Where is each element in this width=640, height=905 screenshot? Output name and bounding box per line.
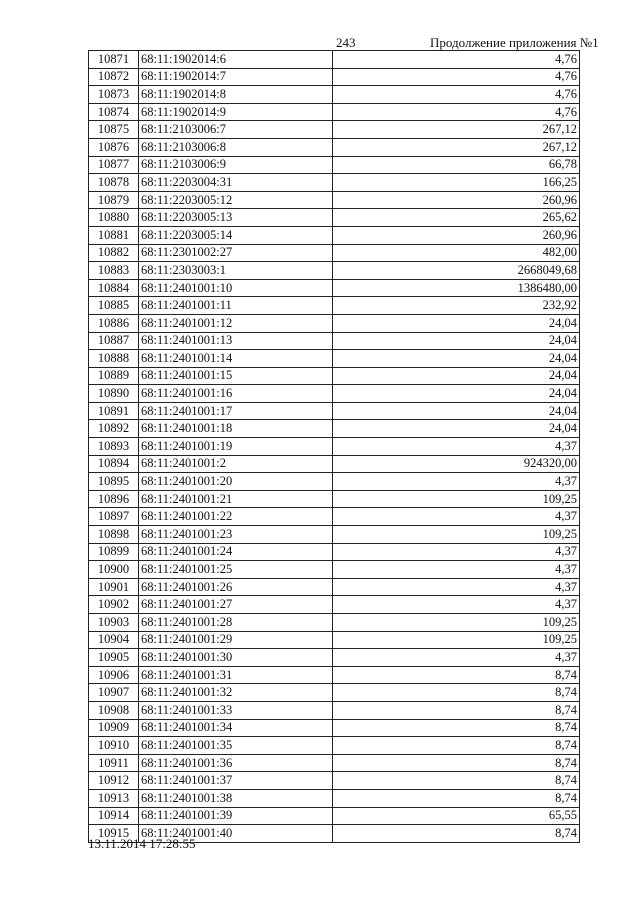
row-number: 10882 [89, 244, 139, 262]
table-row [89, 543, 580, 561]
cadastral-number: 68:11:2401001:11 [139, 297, 333, 315]
row-number: 10911 [89, 754, 139, 772]
row-number: 10878 [89, 174, 139, 192]
table-row [89, 402, 580, 420]
table-row [89, 86, 580, 104]
row-number: 10901 [89, 578, 139, 596]
row-value: 65,55 [333, 807, 580, 825]
row-value: 260,96 [333, 226, 580, 244]
row-value: 4,76 [333, 86, 580, 104]
row-value: 4,76 [333, 51, 580, 69]
row-number: 10909 [89, 719, 139, 737]
table-row [89, 596, 580, 614]
table-row [89, 438, 580, 456]
page-number: 243 [336, 35, 356, 50]
row-number: 10885 [89, 297, 139, 315]
print-timestamp: 13.11.2014 17:28:55 [88, 836, 196, 851]
row-number: 10900 [89, 561, 139, 579]
row-number: 10915 [89, 825, 139, 843]
table-row [89, 191, 580, 209]
table-row [89, 244, 580, 262]
row-number: 10884 [89, 279, 139, 297]
cadastral-number: 68:11:2401001:15 [139, 367, 333, 385]
table-row [89, 614, 580, 632]
cadastral-number: 68:11:2401001:14 [139, 350, 333, 368]
cadastral-number: 68:11:2103006:7 [139, 121, 333, 139]
row-value: 4,37 [333, 543, 580, 561]
table-row [89, 314, 580, 332]
cadastral-number: 68:11:2203005:12 [139, 191, 333, 209]
row-value: 4,37 [333, 561, 580, 579]
row-value: 267,12 [333, 138, 580, 156]
table-row [89, 666, 580, 684]
cadastral-number: 68:11:2401001:32 [139, 684, 333, 702]
row-value: 4,76 [333, 103, 580, 121]
row-number: 10871 [89, 51, 139, 69]
row-number: 10907 [89, 684, 139, 702]
row-value: 924320,00 [333, 455, 580, 473]
row-value: 8,74 [333, 789, 580, 807]
row-value: 232,92 [333, 297, 580, 315]
cadastral-number: 68:11:1902014:9 [139, 103, 333, 121]
appendix-caption: Продолжение приложения №1 [430, 35, 599, 50]
cadastral-number: 68:11:2401001:22 [139, 508, 333, 526]
table-row [89, 138, 580, 156]
row-number: 10893 [89, 438, 139, 456]
row-value: 24,04 [333, 402, 580, 420]
row-number: 10877 [89, 156, 139, 174]
table-row [89, 68, 580, 86]
row-value: 8,74 [333, 666, 580, 684]
table-row [89, 279, 580, 297]
row-value: 267,12 [333, 121, 580, 139]
row-value: 8,74 [333, 684, 580, 702]
table-row [89, 262, 580, 280]
table-row [89, 332, 580, 350]
table-row [89, 209, 580, 227]
cadastral-number: 68:11:2401001:16 [139, 385, 333, 403]
row-number: 10881 [89, 226, 139, 244]
table-row [89, 297, 580, 315]
row-value: 24,04 [333, 350, 580, 368]
cadastral-number: 68:11:1902014:6 [139, 51, 333, 69]
row-number: 10912 [89, 772, 139, 790]
row-value: 260,96 [333, 191, 580, 209]
table-row [89, 385, 580, 403]
row-value: 4,37 [333, 508, 580, 526]
row-number: 10908 [89, 701, 139, 719]
cadastral-number: 68:11:2401001:12 [139, 314, 333, 332]
table-row [89, 561, 580, 579]
table-row [89, 631, 580, 649]
row-value: 8,74 [333, 737, 580, 755]
row-value: 265,62 [333, 209, 580, 227]
row-value: 8,74 [333, 825, 580, 843]
cadastral-number: 68:11:2401001:31 [139, 666, 333, 684]
row-value: 482,00 [333, 244, 580, 262]
table-row [89, 807, 580, 825]
row-value: 2668049,68 [333, 262, 580, 280]
table-row [89, 350, 580, 368]
cadastral-number: 68:11:2401001:26 [139, 578, 333, 596]
table-row [89, 772, 580, 790]
table-row [89, 226, 580, 244]
table-row [89, 508, 580, 526]
cadastral-number: 68:11:2401001:39 [139, 807, 333, 825]
table-row [89, 490, 580, 508]
registry-table-body [89, 51, 580, 843]
cadastral-number: 68:11:2301002:27 [139, 244, 333, 262]
cadastral-number: 68:11:2401001:29 [139, 631, 333, 649]
cadastral-number: 68:11:2401001:30 [139, 649, 333, 667]
cadastral-number: 68:11:2401001:24 [139, 543, 333, 561]
cadastral-number: 68:11:2401001:13 [139, 332, 333, 350]
table-row [89, 103, 580, 121]
row-number: 10874 [89, 103, 139, 121]
row-number: 10914 [89, 807, 139, 825]
cadastral-number: 68:11:2203005:14 [139, 226, 333, 244]
row-number: 10894 [89, 455, 139, 473]
row-number: 10880 [89, 209, 139, 227]
row-value: 8,74 [333, 719, 580, 737]
row-number: 10876 [89, 138, 139, 156]
table-row [89, 578, 580, 596]
cadastral-number: 68:11:2401001:25 [139, 561, 333, 579]
cadastral-number: 68:11:2401001:23 [139, 526, 333, 544]
row-number: 10890 [89, 385, 139, 403]
row-number: 10904 [89, 631, 139, 649]
row-value: 4,37 [333, 649, 580, 667]
table-row [89, 737, 580, 755]
table-row [89, 719, 580, 737]
table-row [89, 789, 580, 807]
cadastral-number: 68:11:2203005:13 [139, 209, 333, 227]
row-number: 10891 [89, 402, 139, 420]
table-row [89, 701, 580, 719]
cadastral-number: 68:11:2401001:37 [139, 772, 333, 790]
row-number: 10896 [89, 490, 139, 508]
row-value: 109,25 [333, 631, 580, 649]
row-value: 109,25 [333, 614, 580, 632]
row-value: 24,04 [333, 332, 580, 350]
table-row [89, 51, 580, 69]
row-number: 10889 [89, 367, 139, 385]
cadastral-number: 68:11:2401001:34 [139, 719, 333, 737]
cadastral-number: 68:11:1902014:8 [139, 86, 333, 104]
cadastral-number: 68:11:2401001:18 [139, 420, 333, 438]
cadastral-number: 68:11:2401001:10 [139, 279, 333, 297]
cadastral-number: 68:11:2103006:9 [139, 156, 333, 174]
table-row [89, 455, 580, 473]
row-value: 8,74 [333, 701, 580, 719]
row-value: 109,25 [333, 490, 580, 508]
cadastral-number: 68:11:2401001:17 [139, 402, 333, 420]
row-number: 10902 [89, 596, 139, 614]
registry-table [88, 50, 580, 843]
row-number: 10913 [89, 789, 139, 807]
table-row [89, 754, 580, 772]
table-row [89, 367, 580, 385]
table-row [89, 420, 580, 438]
cadastral-number: 68:11:2401001:19 [139, 438, 333, 456]
row-value: 8,74 [333, 772, 580, 790]
row-number: 10903 [89, 614, 139, 632]
row-number: 10899 [89, 543, 139, 561]
row-value: 4,37 [333, 578, 580, 596]
row-value: 4,37 [333, 596, 580, 614]
cadastral-number: 68:11:1902014:7 [139, 68, 333, 86]
table-row [89, 649, 580, 667]
row-number: 10895 [89, 473, 139, 491]
row-number: 10873 [89, 86, 139, 104]
table-row [89, 684, 580, 702]
row-value: 24,04 [333, 420, 580, 438]
row-value: 109,25 [333, 526, 580, 544]
row-value: 24,04 [333, 385, 580, 403]
row-value: 4,37 [333, 473, 580, 491]
cadastral-number: 68:11:2203004:31 [139, 174, 333, 192]
row-value: 4,37 [333, 438, 580, 456]
row-value: 4,76 [333, 68, 580, 86]
row-value: 24,04 [333, 314, 580, 332]
row-number: 10879 [89, 191, 139, 209]
row-number: 10883 [89, 262, 139, 280]
row-number: 10872 [89, 68, 139, 86]
cadastral-number: 68:11:2401001:2 [139, 455, 333, 473]
row-number: 10892 [89, 420, 139, 438]
cadastral-number: 68:11:2303003:1 [139, 262, 333, 280]
row-number: 10897 [89, 508, 139, 526]
table-row [89, 121, 580, 139]
table-row [89, 156, 580, 174]
table-row [89, 473, 580, 491]
table-row [89, 174, 580, 192]
table-row [89, 526, 580, 544]
cadastral-number: 68:11:2401001:38 [139, 789, 333, 807]
row-value: 24,04 [333, 367, 580, 385]
row-number: 10886 [89, 314, 139, 332]
cadastral-number: 68:11:2401001:20 [139, 473, 333, 491]
cadastral-number: 68:11:2401001:33 [139, 701, 333, 719]
cadastral-number: 68:11:2401001:40 [139, 825, 333, 843]
row-number: 10888 [89, 350, 139, 368]
cadastral-number: 68:11:2103006:8 [139, 138, 333, 156]
cadastral-number: 68:11:2401001:27 [139, 596, 333, 614]
row-value: 166,25 [333, 174, 580, 192]
cadastral-number: 68:11:2401001:21 [139, 490, 333, 508]
row-value: 66,78 [333, 156, 580, 174]
row-number: 10887 [89, 332, 139, 350]
row-number: 10905 [89, 649, 139, 667]
row-number: 10875 [89, 121, 139, 139]
cadastral-number: 68:11:2401001:36 [139, 754, 333, 772]
row-number: 10898 [89, 526, 139, 544]
row-value: 1386480,00 [333, 279, 580, 297]
cadastral-number: 68:11:2401001:35 [139, 737, 333, 755]
cadastral-number: 68:11:2401001:28 [139, 614, 333, 632]
row-value: 8,74 [333, 754, 580, 772]
row-number: 10910 [89, 737, 139, 755]
row-number: 10906 [89, 666, 139, 684]
